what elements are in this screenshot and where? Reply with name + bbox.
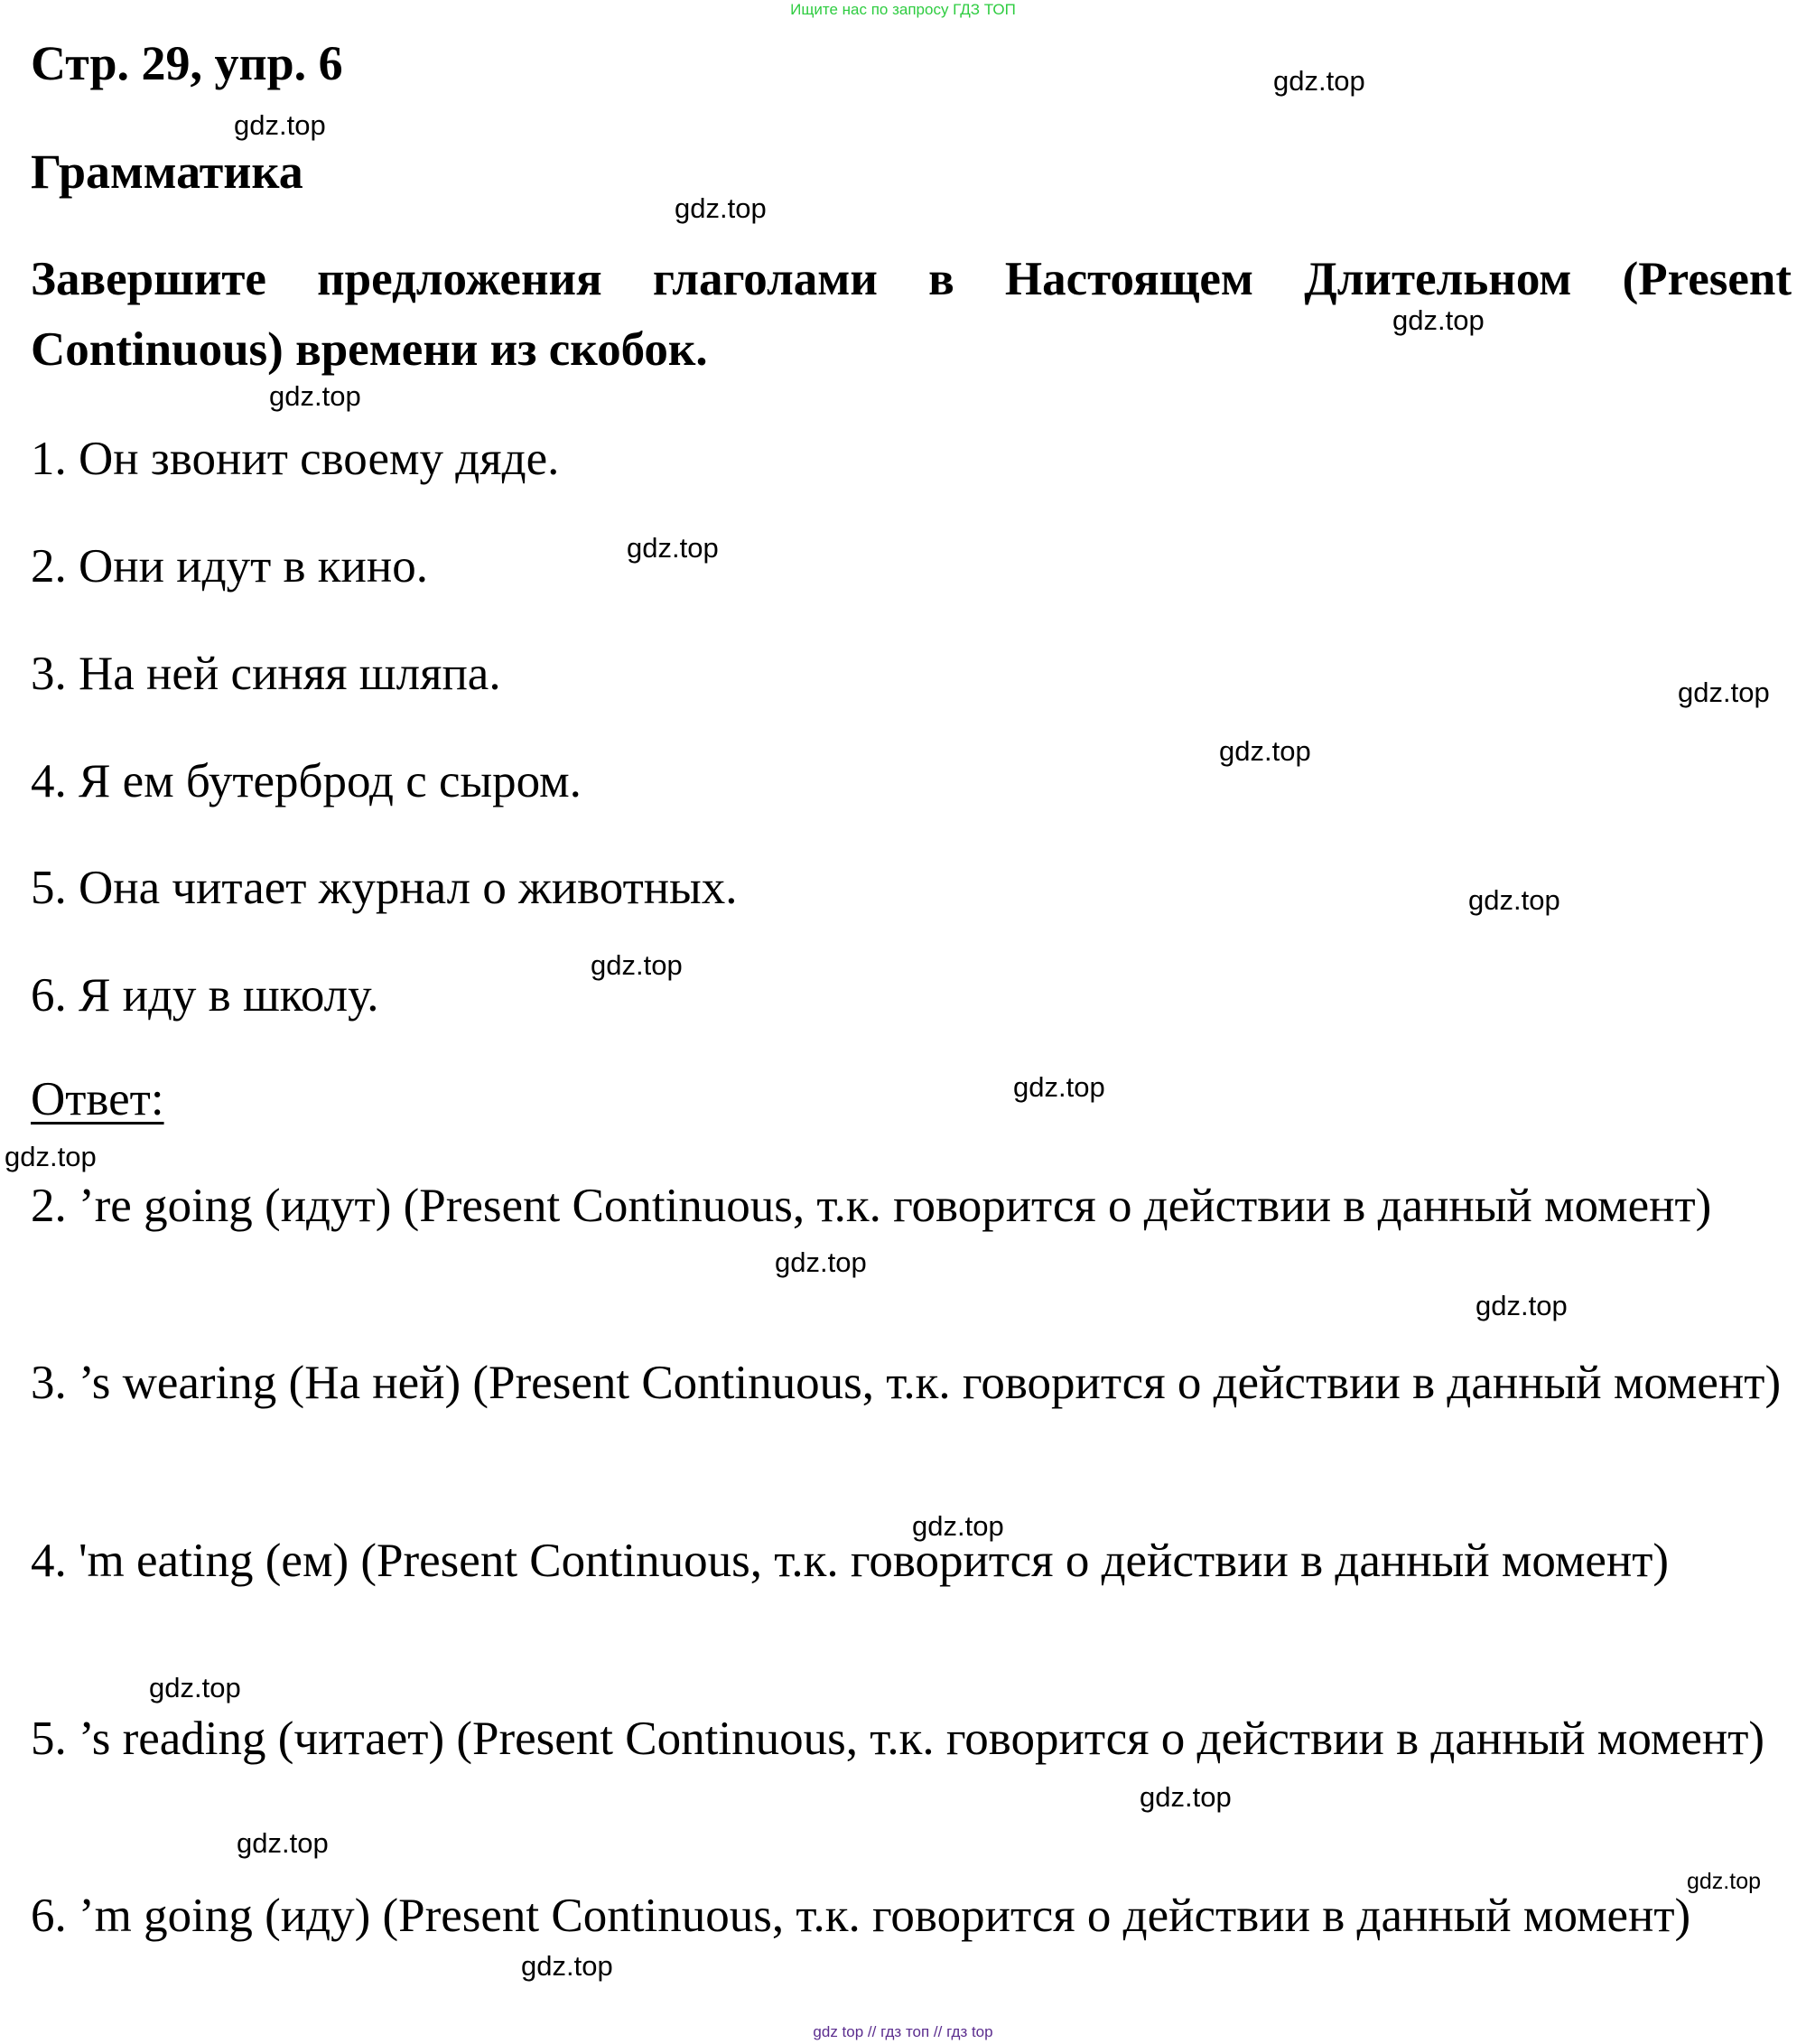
sentence-item: 5. Она читает журнал о животных.: [31, 862, 738, 914]
sentence-item: 4. Я ем бутерброд с сыром.: [31, 755, 582, 807]
sentence-item: 1. Он звонит своему дяде.: [31, 433, 560, 485]
watermark: gdz.top: [912, 1510, 1004, 1542]
watermark: gdz.top: [675, 192, 767, 224]
watermark: gdz.top: [1392, 304, 1485, 336]
sentence-item: 6. Я иду в школу.: [31, 969, 379, 1022]
watermark: gdz.top: [1468, 884, 1560, 916]
watermark: gdz.top: [1678, 677, 1770, 708]
watermark: gdz.top: [1219, 735, 1311, 767]
watermark: gdz.top: [775, 1246, 867, 1278]
top-banner[interactable]: Ищите нас по запросу ГДЗ ТОП: [790, 1, 1016, 18]
answer-item: 5. ’s reading (читает) (Present Continuous, т.к. говорится о действии в данный момент): [31, 1713, 1765, 1765]
watermark: gdz.top: [1140, 1781, 1232, 1813]
sentence-item: 3. На ней синяя шляпа.: [31, 648, 501, 700]
watermark: gdz.top: [1273, 65, 1365, 97]
watermark: gdz.top: [149, 1672, 241, 1703]
answer-item: 3. ’s wearing (На ней) (Present Continuous, т.к. говорится о действии в данный момент): [31, 1357, 1782, 1409]
watermark: gdz.top: [591, 949, 683, 981]
watermark: gdz.top: [627, 532, 719, 564]
task-instructions: Завершите предложения глаголами в Настоящем Длительном (Present Continuous) времени из скобок.: [31, 253, 1792, 376]
watermark: gdz.top: [237, 1827, 329, 1859]
watermark: gdz.top: [1687, 1869, 1762, 1894]
answer-item: 4. 'm eating (ем) (Present Continuous, т.к. говорится о действии в данный момент): [31, 1535, 1670, 1587]
answer-item: 2. ’re going (идут) (Present Continuous, т.к. говорится о действии в данный момент): [31, 1180, 1712, 1232]
sentence-item: 2. Они идут в кино.: [31, 540, 428, 593]
watermark: gdz.top: [269, 380, 361, 412]
section-title: Грамматика: [31, 145, 303, 199]
watermark: gdz.top: [5, 1141, 97, 1172]
answer-item: 6. ’m going (иду) (Present Continuous, т.к. говорится о действии в данный момент): [31, 1890, 1691, 1942]
watermark: gdz.top: [1476, 1290, 1568, 1321]
watermark: gdz.top: [521, 1950, 613, 1982]
footer[interactable]: gdz top // гдз топ // гдз top: [813, 2023, 993, 2040]
watermark: gdz.top: [1013, 1071, 1105, 1103]
page-title: Стр. 29, упр. 6: [31, 36, 343, 90]
answer-label: Ответ:: [31, 1073, 164, 1125]
watermark: gdz.top: [234, 109, 326, 141]
